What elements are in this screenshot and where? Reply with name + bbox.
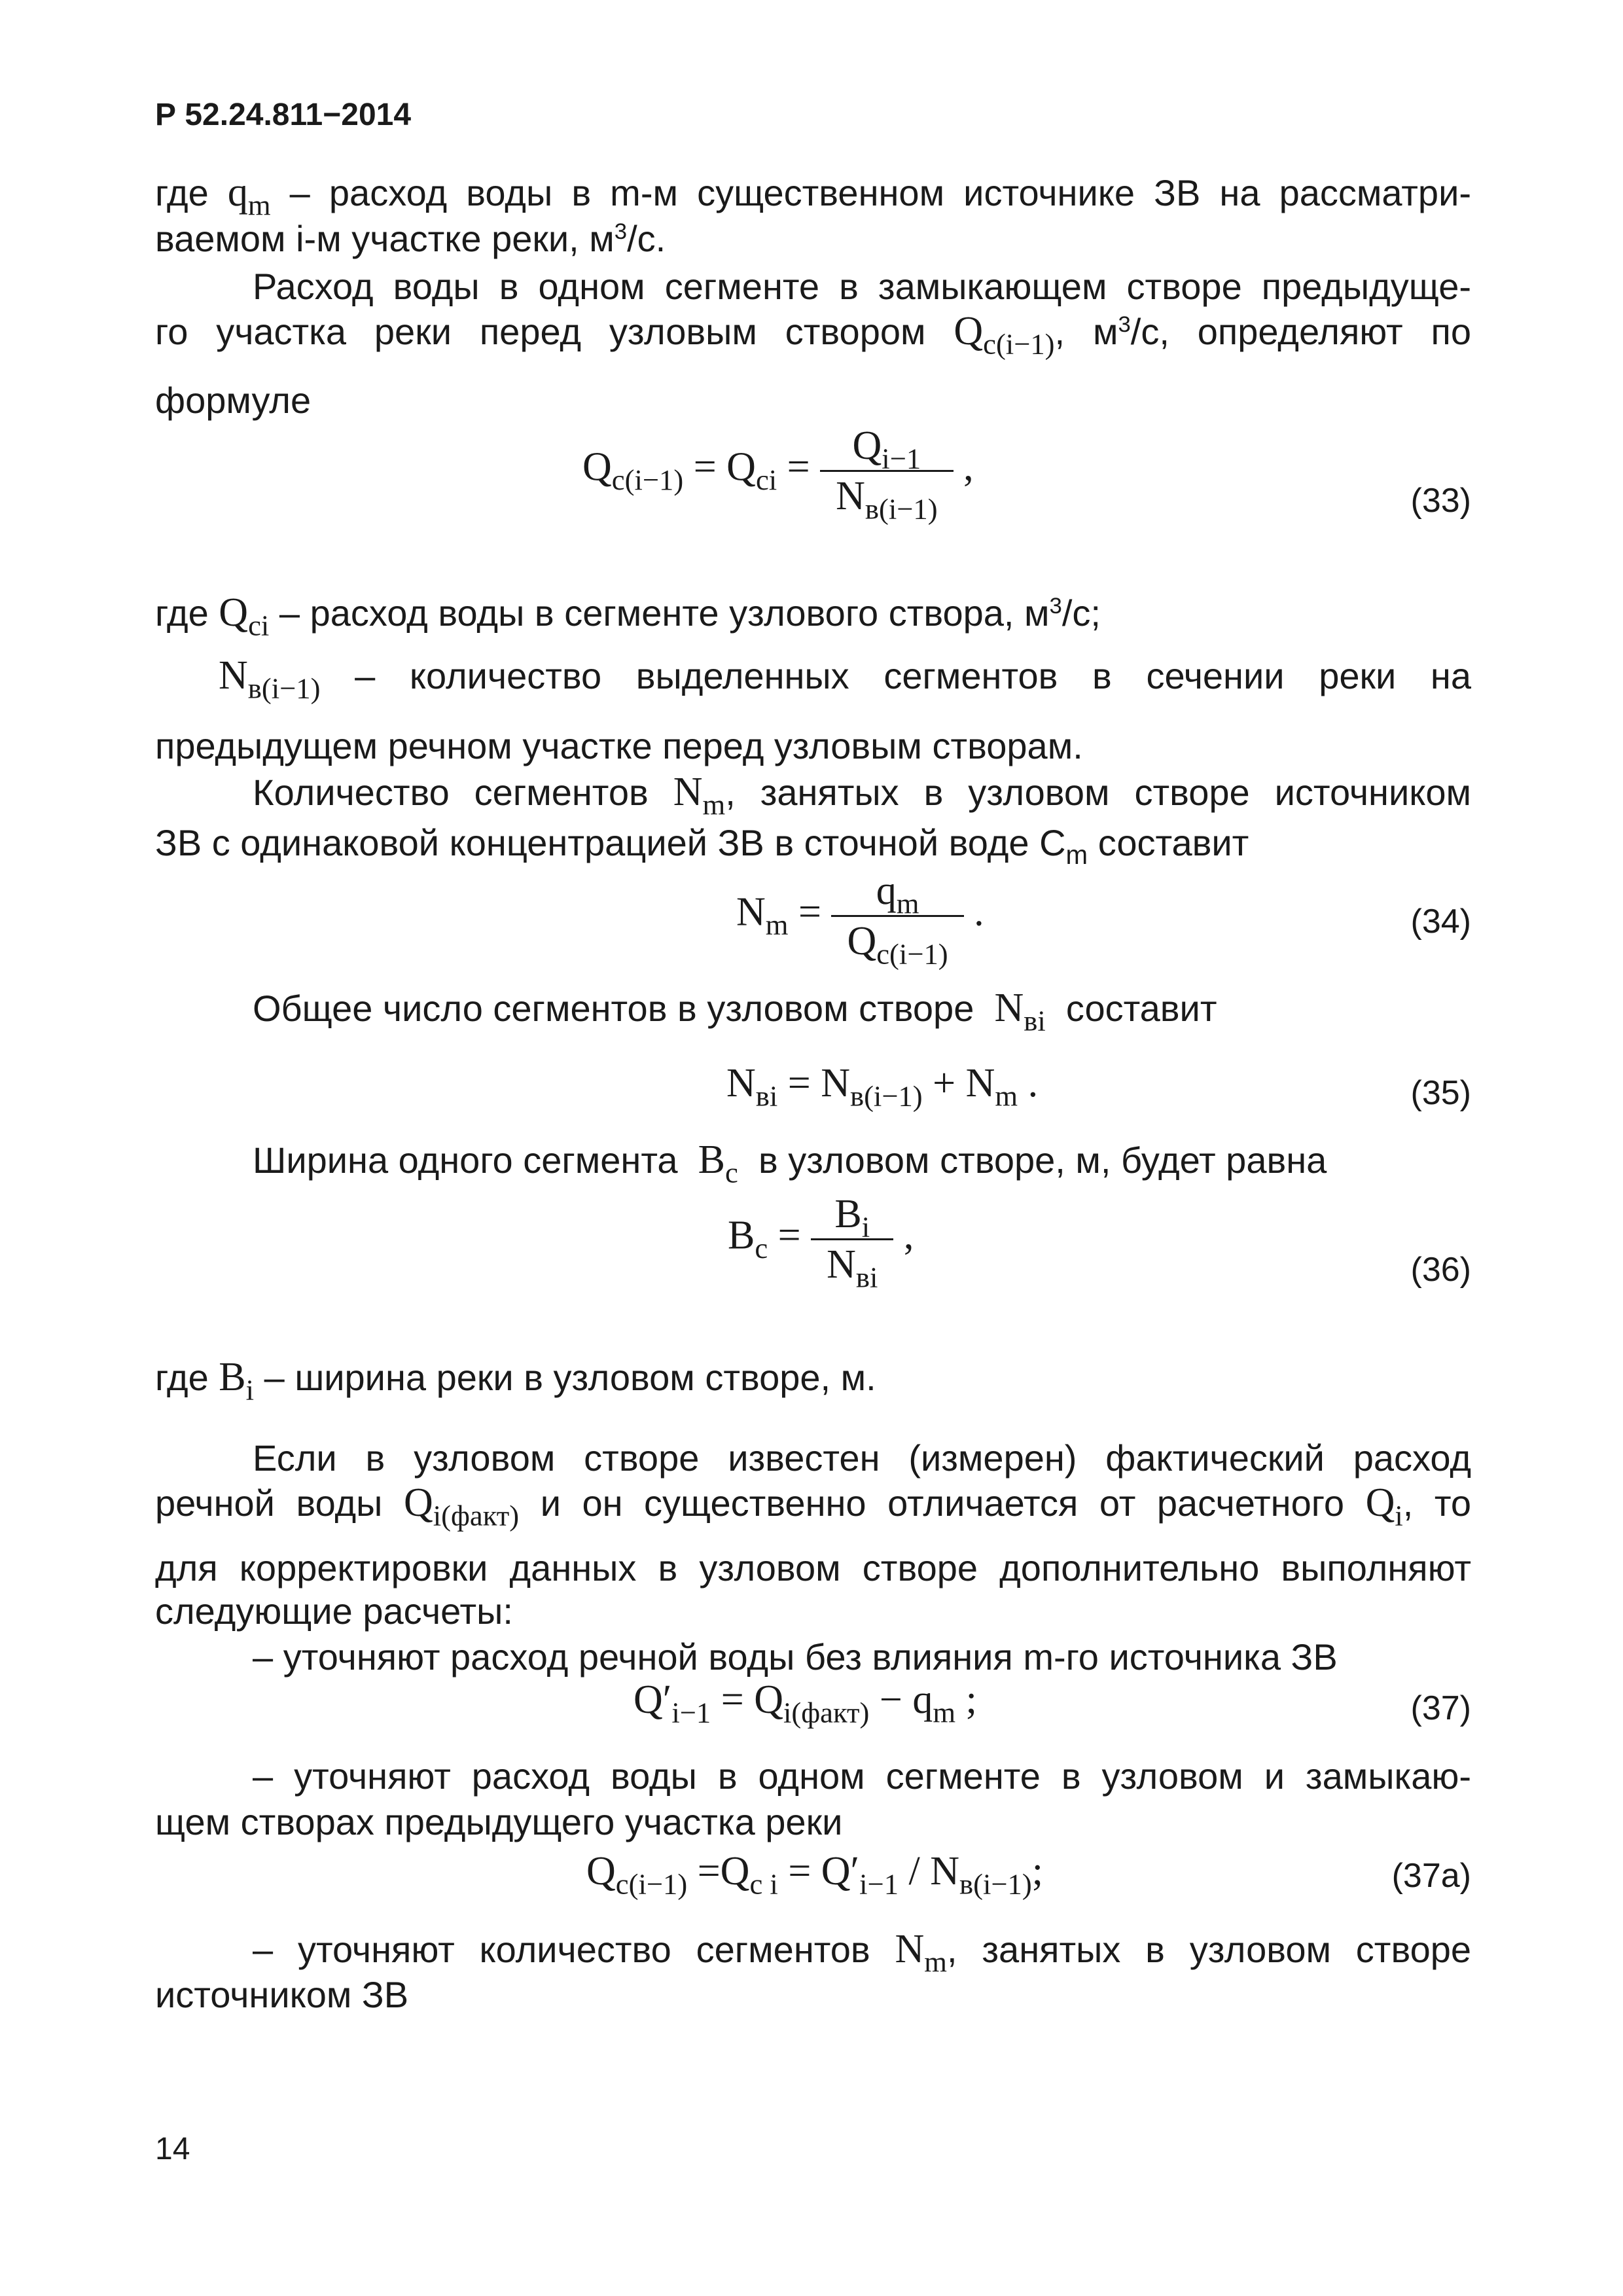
text-line: для корректировки данных в узловом створе дополнительно выполняют [155,1547,1471,1588]
page-number: 14 [155,2132,190,2166]
text-line: где $q_m$ – расход воды в m-м существенном источнике ЗВ на рассматри- [155,170,1472,222]
text-line: Ширина одного сегмента $B_c$ в узловом створе, м, будет равна [253,1138,1327,1189]
text-line: где $B_i$ – ширина реки в узловом створе, м. [155,1355,876,1407]
text-line: предыдущем речном участке перед узловым створам. [155,725,1083,766]
text-line: щем створах предыдущего участка реки [155,1801,843,1842]
fraction: $\frac{q_m}{Q_{c(i-1)}}$ [831,869,963,963]
text-line: формуле [155,380,312,421]
text-line: – уточняют расход речной воды без влияния m-го источника ЗВ [253,1636,1338,1677]
equation-number: (37) [1410,1689,1471,1727]
equation-number: (35) [1410,1074,1471,1112]
text-line: Количество сегментов $N_m$, занятых в узловом створе источником [253,770,1472,821]
text-line: источником ЗВ [155,1974,409,2015]
text-line: следующие расчеты: [155,1590,513,1632]
text-line: Если в узловом створе известен (измерен) фактический расход [253,1437,1471,1479]
equation-number: (34) [1410,903,1471,941]
equation-number: (37a) [1391,1857,1471,1895]
text-line: ваемом i-м участке реки, $м^3/с$. [155,218,666,259]
fraction: $\frac{Q_{i-1}}{N_{в(i-1)}}$ [820,424,953,518]
document-code: Р 52.24.811−2014 [155,98,412,132]
equation-number: (33) [1410,482,1471,520]
equation-33: $Q_{c(i-1)} = Q_{ci}$ = $\frac{Q_{i-1}}{N_{в(i-1)}}$ , [582,423,974,526]
text-line: – уточняют расход воды в одном сегменте в узловом и замыкаю- [253,1755,1471,1797]
text-line: ЗВ с одинаковой концентрацией ЗВ в сточной воде $C_m$ составит [155,822,1249,870]
text-line: $N_{в(i-1)}$ – количество выделенных сегментов в сечении реки на [219,653,1471,705]
text-line: Общее число сегментов в узловом створе $N_{вi}$ составит [253,986,1217,1037]
equation-36: $B_c$ = $\frac{B_i}{N_{вi}}$ , [728,1192,914,1294]
text-line: го участка реки перед узловым створом $Q_{c(i-1)}$, $м^3/с$, определяют по [155,309,1472,361]
equation-37a: $Q_{c(i-1)} =Q_{c i} = Q'_{i-1} / N_{в(i-1)}$; [586,1849,1043,1901]
equation-34: $N_m$ = $\frac{q_m}{Q_{c(i-1)}}$ . [736,869,984,971]
text-line: – уточняют количество сегментов $N_m$, занятых в узловом створе [253,1927,1472,1979]
text-line: Расход воды в одном сегменте в замыкающем створе предыдуще- [253,266,1471,307]
equation-37: $Q'_{i-1} = Q_{i(факт)} - q_m$ ; [633,1677,977,1729]
text-line: речной воды $Q_{i(факт)}$ и он существенно отличается от расчетного $Q_i$, то [155,1480,1472,1532]
text-line: где $Q_{ci}$ – расход воды в сегменте узлового створа, $м^3/с$; [155,590,1101,642]
fraction: $\frac{B_i}{N_{вi}}$ [811,1193,893,1286]
equation-35: $N_{вi} = N_{в(i-1)} + N_m$ . [726,1061,1039,1113]
equation-number: (36) [1410,1251,1471,1289]
